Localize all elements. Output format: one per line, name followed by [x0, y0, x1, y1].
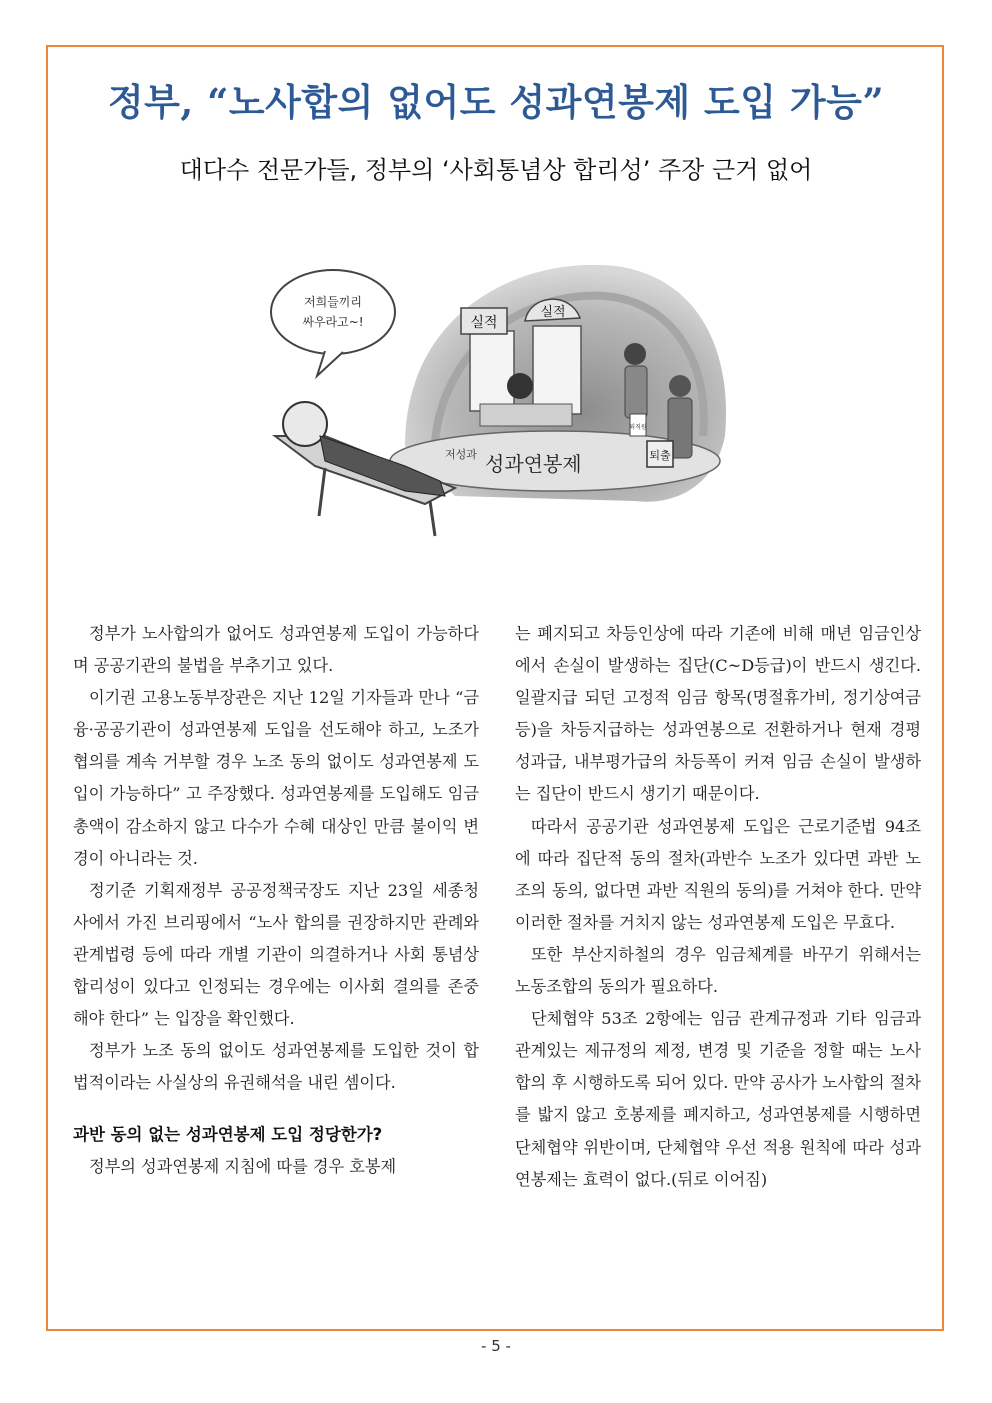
island-label: 성과연봉제	[485, 452, 582, 476]
person-woman-body	[625, 366, 647, 418]
island-small-label: 저성과	[445, 448, 477, 461]
cartoon-illustration	[255, 236, 737, 542]
person-woman-head	[624, 343, 646, 365]
paragraph: 정기준 기획재정부 공공정책국장도 지난 23일 세종청사에서 가진 브리핑에서 “노사 합의를 권장하지만 관례와 관계법령 등에 따라 개별 기관이 의결하거나 사회 통념상 합리성이 있다고 인정되는 경우에는 이사회 결의를 존중해야 한다” 는 입장을 확인했다.	[73, 880, 479, 1029]
section-heading: 과반 동의 없는 성과연봉제 도입 정당한가?	[73, 1125, 383, 1145]
paper-label: 퇴직원	[629, 424, 647, 431]
article-column-left	[73, 618, 479, 1184]
person-man-head	[669, 375, 691, 397]
paragraph: 단체협약 53조 2항에는 임금 관계규정과 기타 임금과 관계있는 제규정의 제정, 변경 및 기준을 정할 때는 노사 합의 후 시행하도록 되어 있다. 만약 공사가 노사합의 절차를 밟지 않고 호봉제를 폐지하고, 성과연봉제를 시행하면 단체협약 위반이며, 단체협약 우선 적용 원칙에 따라 성과연봉제는 효력이 없다.(뒤로 이어짐)	[515, 1009, 921, 1189]
paragraph-section-start: 정부의 성과연봉제 지침에 따를 경우 호봉제	[89, 1157, 397, 1177]
sign-right-text: 실적	[540, 305, 566, 320]
page-subtitle: 대다수 전문가들, 정부의 ‘사회통념상 합리성’ 주장 근거 없어	[179, 156, 813, 184]
paragraph: 정부가 노조 동의 없이도 성과연봉제를 도입한 것이 합법적이라는 사실상의 유권해석을 내린 셈이다.	[73, 1041, 479, 1093]
article-column-right	[515, 618, 921, 1196]
page-number: - 5 -	[481, 1337, 511, 1355]
paper-stack-left	[470, 331, 514, 411]
speech-line-2: 싸우라고~!	[302, 315, 364, 329]
paragraph: 따라서 공공기관 성과연봉제 도입은 근로기준법 94조에 따라 집단적 동의 절차(과반수 노조가 있다면 과반 노조의 동의, 없다면 과반 직원의 동의)를 거쳐야 한다. 만약 이러한 절차를 거치지 않는 성과연봉제 도입은 무효다.	[515, 816, 921, 932]
paragraph: 정부가 노사합의가 없어도 성과연봉제 도입이 가능하다며 공공기관의 불법을 부추기고 있다.	[73, 624, 479, 676]
paragraph-continuation: 는 폐지되고 차등인상에 따라 기존에 비해 매년 임금인상에서 손실이 발생하는 집단(C~D등급)이 반드시 생긴다. 일괄지급 되던 고정적 임금 항목(명절휴가비, 정기상여금 등)을 차등지급하는 성과연봉으로 전환하거나 현재 경평성과급, 내부평가급의 차등폭이 커져 임금 손실이 발생하는 집단이 반드시 생기기 때문이다.	[515, 624, 921, 804]
speech-line-1: 저희들끼리	[304, 295, 362, 309]
speech-bubble	[271, 270, 395, 354]
desk	[480, 404, 572, 426]
worker-head	[507, 373, 533, 399]
sign-left-text: 실적	[470, 315, 498, 331]
briefcase-label: 퇴출	[649, 449, 671, 462]
paper-stack-right	[533, 326, 581, 414]
page-title: 정부, “노사합의 없어도 성과연봉제 도입 가능”	[107, 80, 885, 124]
paragraph: 또한 부산지하철의 경우 임금체계를 바꾸기 위해서는 노동조합의 동의가 필요하다.	[515, 944, 921, 997]
paragraph: 이기권 고용노동부장관은 지난 12일 기자들과 만나 “금융·공공기관이 성과연봉제 도입을 선도해야 하고, 노조가 협의를 계속 거부할 경우 노조 동의 없이도 성과연봉제 도입이 가능하다” 고 주장했다. 성과연봉제를 도입해도 임금 총액이 감소하지 않고 다수가 수혜 대상인 만큼 불이익 변경이 아니라는 것.	[73, 688, 479, 868]
